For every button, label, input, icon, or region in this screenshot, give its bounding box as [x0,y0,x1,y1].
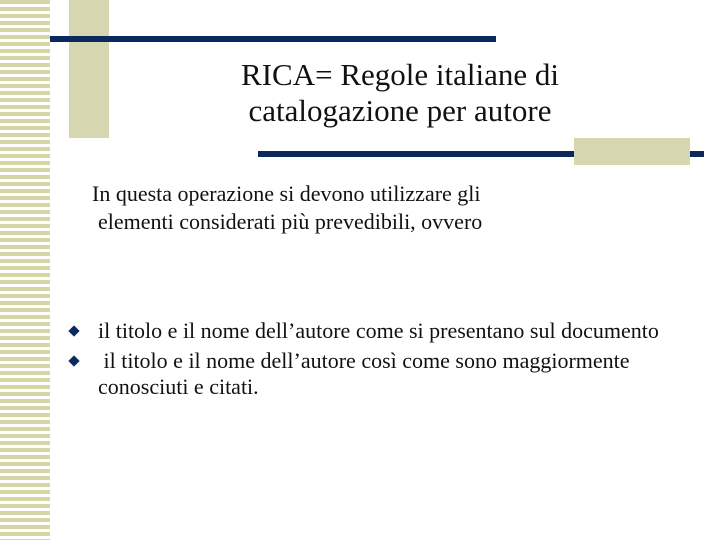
bullet-text: il titolo e il nome dell’autore così come sono maggiormente conosciuti e citati. [98,348,641,399]
slide-title-line-2: catalogazione per autore [248,93,552,128]
title-rule-top [50,36,496,42]
diamond-bullet-icon [68,325,79,336]
decorative-side-stripes [0,0,50,540]
decorative-accent-block-top [69,0,109,138]
intro-line-1: In questa operazione si devono utilizzare gli [92,181,481,206]
slide-title [150,57,650,129]
intro-line-2: elementi considerati più prevedibili, ovvero [98,209,483,234]
bullet-text: il titolo e il nome dell’autore come si presentano sul documento [98,318,659,343]
slide-title-line-1: RICA= Regole italiane di [241,57,559,92]
bullet-item [66,318,706,344]
decorative-accent-block-bottom [574,138,690,165]
diamond-bullet-icon [68,355,79,366]
bullet-list [66,318,706,404]
bullet-item [66,348,706,400]
intro-paragraph [92,180,652,236]
